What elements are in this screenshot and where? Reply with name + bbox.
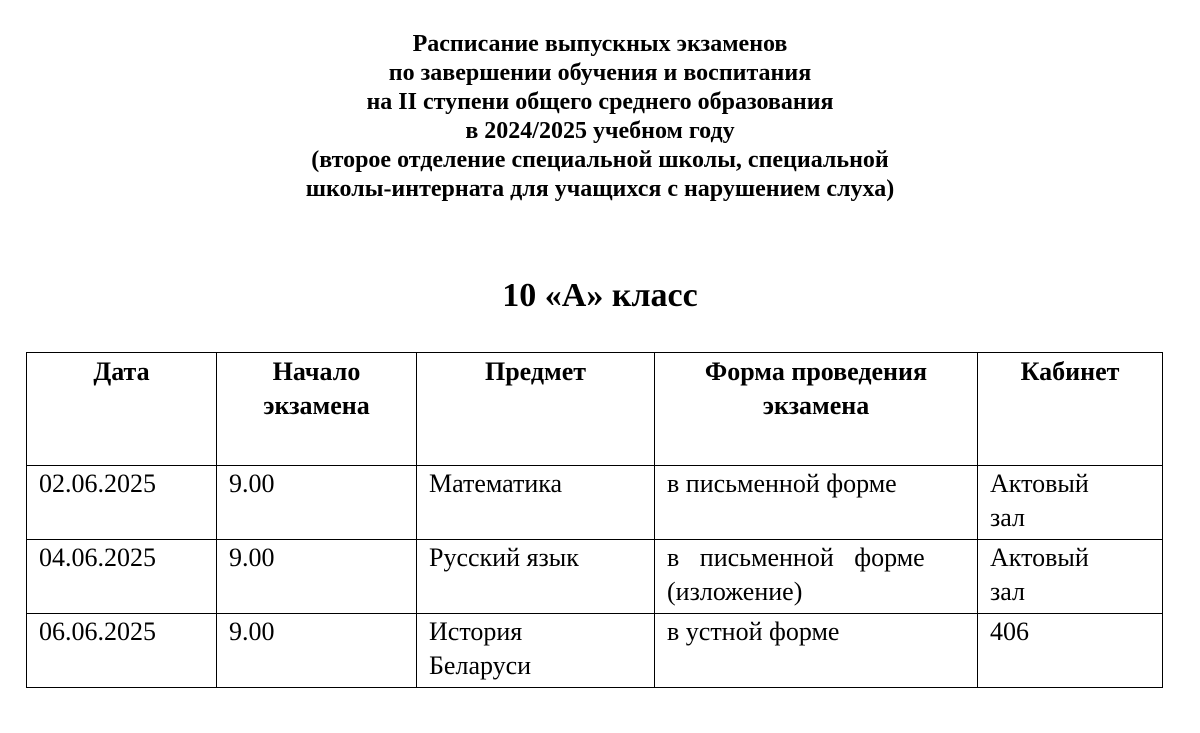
cell-text: Беларуси xyxy=(429,651,532,680)
cell-text: 406 xyxy=(990,617,1029,646)
cell-text: (изложение) xyxy=(667,577,803,606)
cell-form xyxy=(655,466,978,540)
header-text: Предмет xyxy=(484,357,587,386)
cell-text: в письменной форме xyxy=(667,543,925,572)
cell-start: 9.00 xyxy=(217,614,417,688)
cell-start: 9.00 xyxy=(217,540,417,614)
cell-date: 02.06.2025 xyxy=(27,466,217,540)
column-header-start xyxy=(217,353,417,466)
header-line: школы-интерната для учащихся с нарушением слуха) xyxy=(305,176,895,202)
cell-text: Русский язык xyxy=(429,543,579,572)
table-row xyxy=(27,540,1163,614)
cell-room xyxy=(978,614,1163,688)
table-row xyxy=(27,466,1163,540)
cell-subject xyxy=(417,466,655,540)
class-title: 10 «А» класс xyxy=(502,277,698,314)
cell-text: Актовый xyxy=(990,469,1089,498)
cell-text: История xyxy=(429,617,523,646)
cell-form xyxy=(655,614,978,688)
column-header-room xyxy=(978,353,1163,466)
document-header xyxy=(0,30,1200,204)
table-header-row xyxy=(27,353,1163,466)
cell-text: Математика xyxy=(429,469,563,498)
header-line: Расписание выпускных экзаменов xyxy=(412,31,788,57)
header-line: по завершении обучения и воспитания xyxy=(388,60,812,86)
header-text: экзамена xyxy=(263,391,370,420)
cell-room xyxy=(978,540,1163,614)
cell-text: зал xyxy=(990,577,1026,606)
header-text: Форма проведения xyxy=(704,357,928,386)
table-row xyxy=(27,614,1163,688)
header-text: Кабинет xyxy=(1020,357,1120,386)
cell-subject xyxy=(417,614,655,688)
cell-subject xyxy=(417,540,655,614)
cell-text: Актовый xyxy=(990,543,1089,572)
cell-text: в устной форме xyxy=(667,617,840,646)
header-line: на II ступени общего среднего образования xyxy=(366,89,834,115)
column-header-date xyxy=(27,353,217,466)
cell-date: 06.06.2025 xyxy=(27,614,217,688)
cell-room xyxy=(978,466,1163,540)
header-text: Начало xyxy=(272,357,361,386)
column-header-subject xyxy=(417,353,655,466)
cell-date: 04.06.2025 xyxy=(27,540,217,614)
exam-schedule-table xyxy=(26,352,1163,688)
header-line: (второе отделение специальной школы, специальной xyxy=(311,147,889,173)
header-text: экзамена xyxy=(762,391,870,420)
column-header-form xyxy=(655,353,978,466)
cell-form xyxy=(655,540,978,614)
cell-text: в письменной форме xyxy=(667,469,897,498)
cell-start: 9.00 xyxy=(217,466,417,540)
header-text: Дата xyxy=(93,357,150,386)
header-line: в 2024/2025 учебном году xyxy=(465,118,735,144)
cell-text: зал xyxy=(990,503,1026,532)
